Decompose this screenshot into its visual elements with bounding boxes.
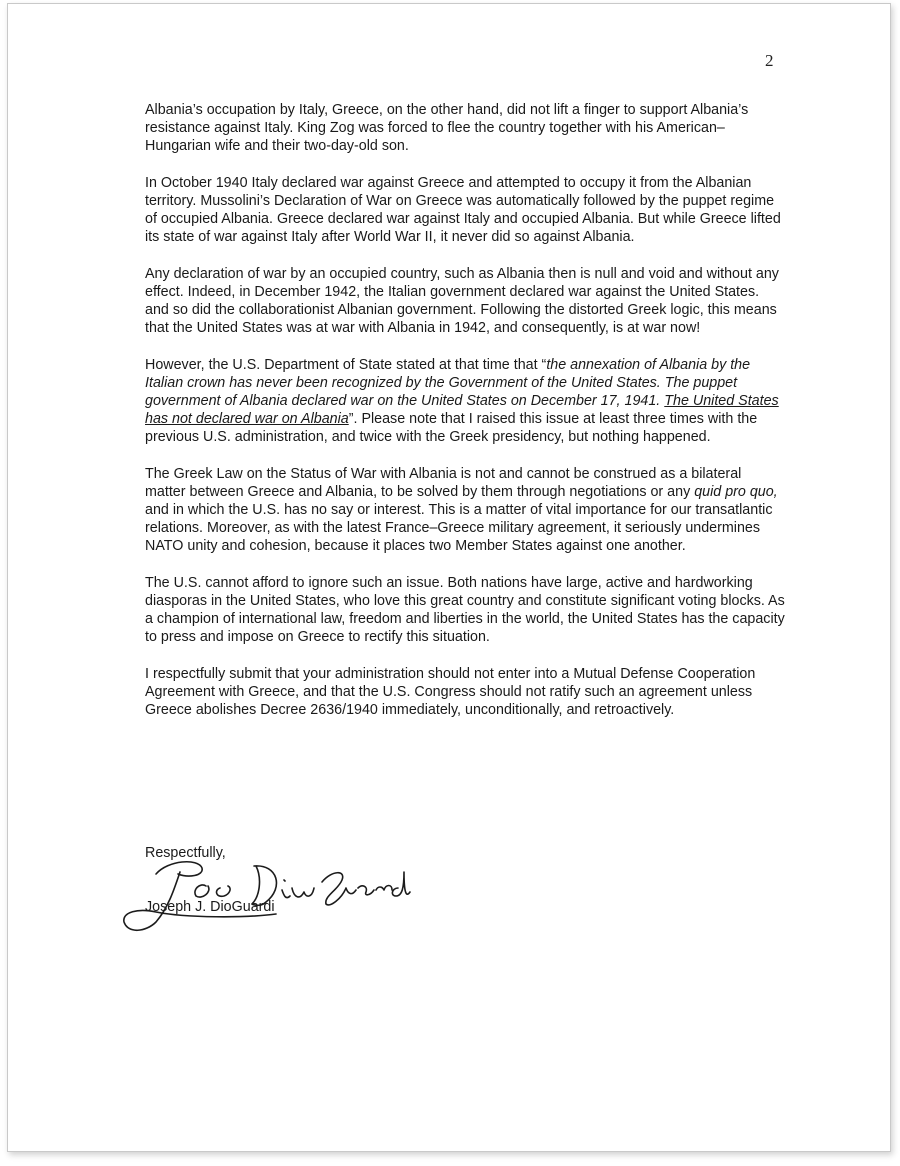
paragraph-7: I respectfully submit that your administration should not enter into a Mutual Defense Cooperation Agreement with Greece, and that the U.S. Congress should not ratify such an agreement unless Greece abolishes Decree 2636/1940 immediately, unconditionally, and retroactively. [145,666,756,718]
paragraph-4-tail: ”. Please note that I raised this issue at least three times with the previous U.S. administration, and twice with the Greek presidency, but nothing happened. [145,411,758,445]
paragraph-2: In October 1940 Italy declared war against Greece and attempted to occupy it from the Albanian territory. Mussolini’s Declaration of War on Greece was automatically followed by the puppet regime of occupied Albania. Greece declared war against Italy and occupied Albania. But while Greece lifted its state of war against Italy after World War II, it never did so against Albania. [145,175,781,245]
quid-pro-quo-text: quid pro quo, [694,484,778,500]
handwritten-signature [116,852,416,938]
letter-body [145,101,785,738]
paragraph-1: Albania’s occupation by Italy, Greece, on the other hand, did not lift a finger to support Albania’s resistance against Italy. King Zog was forced to flee the country together with his American–Hungarian wife and their two-day-old son. [145,102,749,154]
paragraph-3: Any declaration of war by an occupied country, such as Albania then is null and void and without any effect. Indeed, in December 1942, the Italian government declared war against the United States. and so did the collaborationist Albanian government. Following the distorted Greek logic, this means that the United States was at war with Albania in 1942, and consequently, is at war now! [145,266,779,336]
closing-salutation: Respectfully, [145,845,226,861]
state-department-quote-underlined: The United States has not declared war on Albania [145,393,779,427]
paragraph-5-lead: The Greek Law on the Status of War with Albania is not and cannot be construed as a bilateral matter between Greece and Albania, to be solved by them through negotiations or any [145,466,742,500]
paragraph-4-lead: However, the U.S. Department of State stated at that time that “ [145,357,547,373]
paragraph-4 [145,356,785,446]
paragraph-5 [145,465,785,555]
signer-name: Joseph J. DioGuardi [145,899,275,915]
paragraph-5-tail: and in which the U.S. has no say or interest. This is a matter of vital importance for our transatlantic relations. Moreover, as with the latest France–Greece military agreement, it seriously undermines NATO unity and cohesion, because it places two Member States against one another. [145,502,773,554]
letter-page [7,3,891,1152]
page-number: 2 [765,51,774,70]
paragraph-6: The U.S. cannot afford to ignore such an issue. Both nations have large, active and hardworking diasporas in the United States, who love this great country and constitute significant voting blocks. As a champion of international law, freedom and liberties in the world, the United States has the capacity to press and impose on Greece to rectify this situation. [145,575,785,645]
state-department-quote: the annexation of Albania by the Italian crown has never been recognized by the Government of the United States. The puppet government of Albania declared war on the United States on December 17, 1941. [145,357,751,409]
